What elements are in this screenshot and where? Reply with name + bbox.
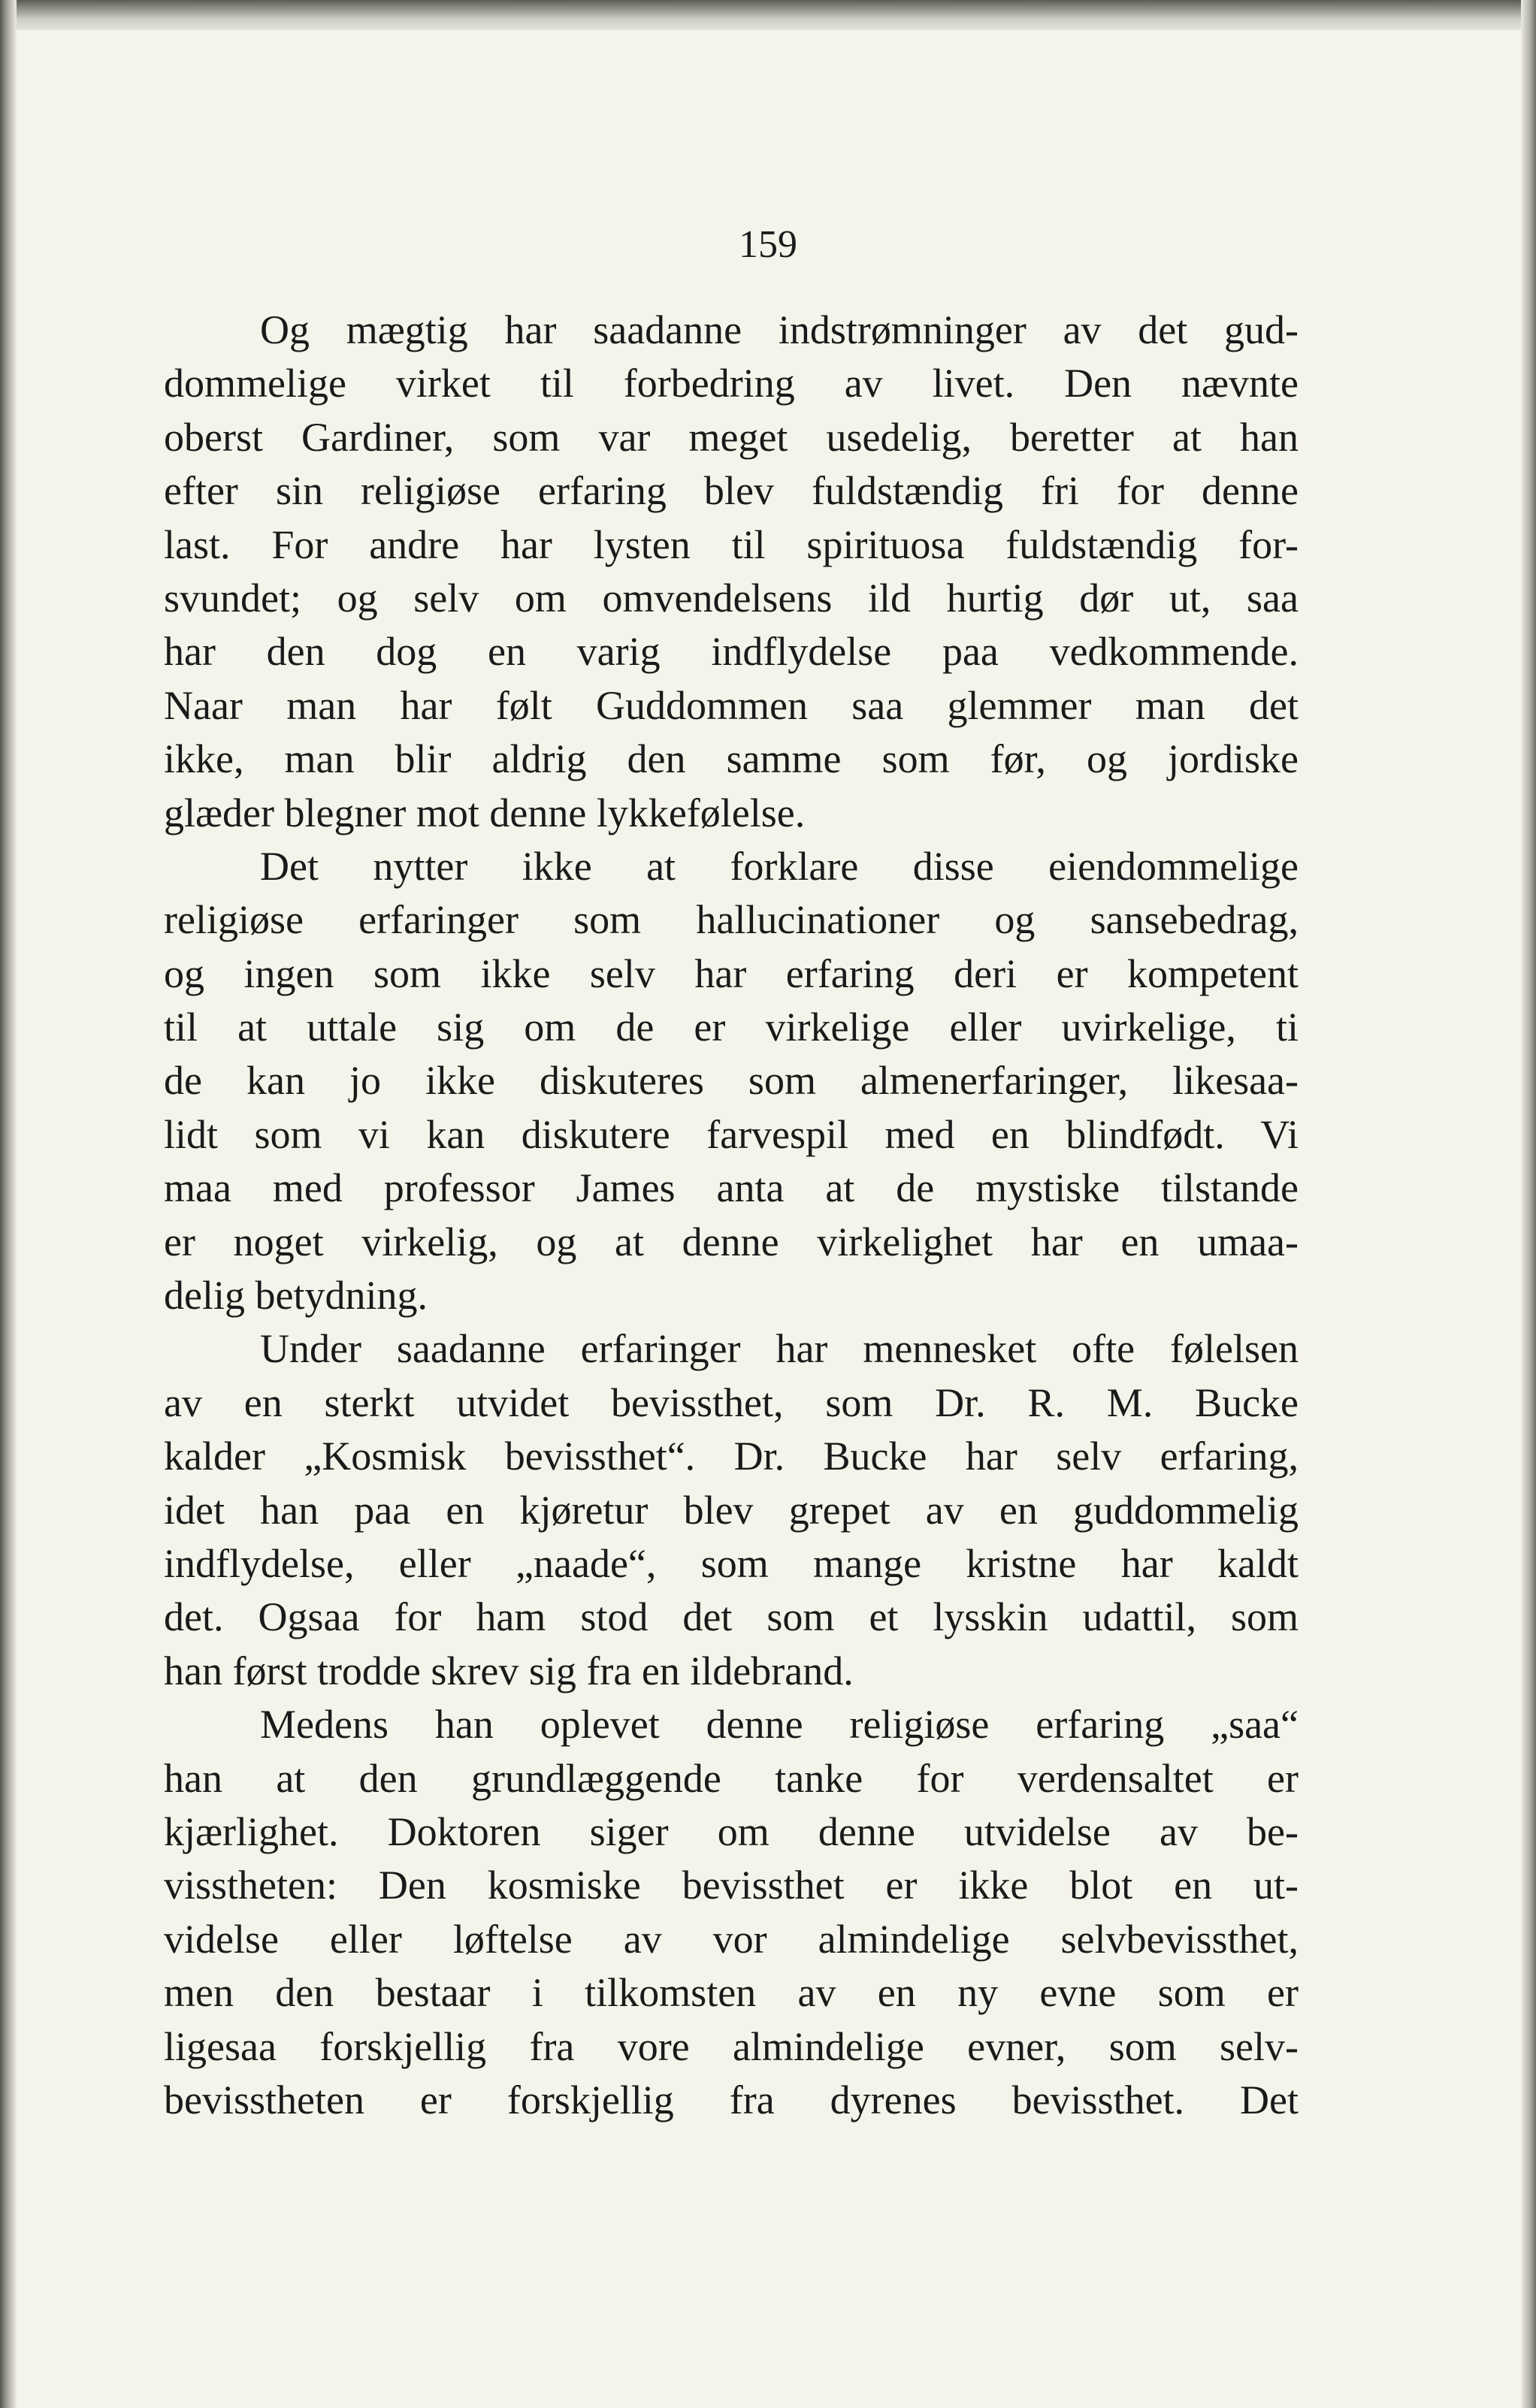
text-line: Medens han oplevet denne religiøse erfaring „saa“ [260, 1702, 1299, 1748]
text-line: det. Ogsaa for ham stod det som et lysskin udattil, som [164, 1594, 1299, 1640]
text-line: Under saadanne erfaringer har mennesket ofte følelsen [260, 1326, 1299, 1372]
text-line: last. For andre har lysten til spirituosa fuldstændig for- [164, 521, 1299, 567]
scan-edge-left [0, 0, 17, 2408]
text-line: videlse eller løftelse av vor almindelige selvbevissthet, [164, 1916, 1299, 1962]
text-line: Naar man har følt Guddommen saa glemmer man det [164, 682, 1299, 728]
body-text [164, 304, 1299, 2127]
text-line: har den dog en varig indflydelse paa vedkommende. [164, 629, 1299, 675]
text-line: bevisstheten er forskjellig fra dyrenes bevissthet. Det [164, 2077, 1299, 2122]
text-line: de kan jo ikke diskuteres som almenerfaringer, likesaa- [164, 1058, 1299, 1104]
text-line: dommelige virket til forbedring av livet. Den nævnte [164, 361, 1299, 406]
text-line: men den bestaar i tilkomsten av en ny evne som er [164, 1970, 1299, 2016]
text-line: av en sterkt utvidet bevissthet, som Dr. R. M. Bucke [164, 1379, 1299, 1425]
text-line: visstheten: Den kosmiske bevissthet er ikke blot en ut- [164, 1863, 1299, 1908]
text-line: oberst Gardiner, som var meget usedelig, beretter at han [164, 414, 1299, 460]
text-line: religiøse erfaringer som hallucinationer og sansebedrag, [164, 897, 1299, 943]
scan-edge-top [0, 0, 1536, 33]
text-line: efter sin religiøse erfaring blev fuldstændig fri for denne [164, 468, 1299, 514]
text-line: svundet; og selv om omvendelsens ild hurtig dør ut, saa [164, 575, 1299, 621]
text-line: Og mægtig har saadanne indstrømninger av det gud- [260, 307, 1299, 352]
text-line: er noget virkelig, og at denne virkelighet har en umaa- [164, 1219, 1299, 1264]
text-line: idet han paa en kjøretur blev grepet av en guddommelig [164, 1487, 1299, 1533]
text-line: indflydelse, eller „naade“, som mange kristne har kaldt [164, 1540, 1299, 1586]
text-line: Det nytter ikke at forklare disse eiendommelige [260, 843, 1299, 889]
text-line: til at uttale sig om de er virkelige eller uvirkelige, ti [164, 1005, 1299, 1050]
scan-edge-right [1521, 0, 1536, 2408]
text-line: lidt som vi kan diskutere farvespil med en blindfødt. Vi [164, 1111, 1299, 1157]
text-line: og ingen som ikke selv har erfaring deri er kompetent [164, 950, 1299, 996]
text-line: delig betydning. [164, 1273, 428, 1319]
page-number: 159 [739, 223, 797, 266]
text-line: kalder „Kosmisk bevissthet“. Dr. Bucke har selv erfaring, [164, 1434, 1299, 1479]
text-line: glæder blegner mot denne lykkefølelse. [164, 790, 806, 835]
text-line: han først trodde skrev sig fra en ildebrand. [164, 1648, 854, 1693]
text-line: ikke, man blir aldrig den samme som før, og jordiske [164, 736, 1299, 782]
text-line: han at den grundlæggende tanke for verdensaltet er [164, 1755, 1299, 1801]
text-line: ligesaa forskjellig fra vore almindelige evner, som selv- [164, 2023, 1299, 2069]
text-line: kjærlighet. Doktoren siger om denne utvidelse av be- [164, 1808, 1299, 1854]
text-line: maa med professor James anta at de mystiske tilstande [164, 1165, 1299, 1211]
